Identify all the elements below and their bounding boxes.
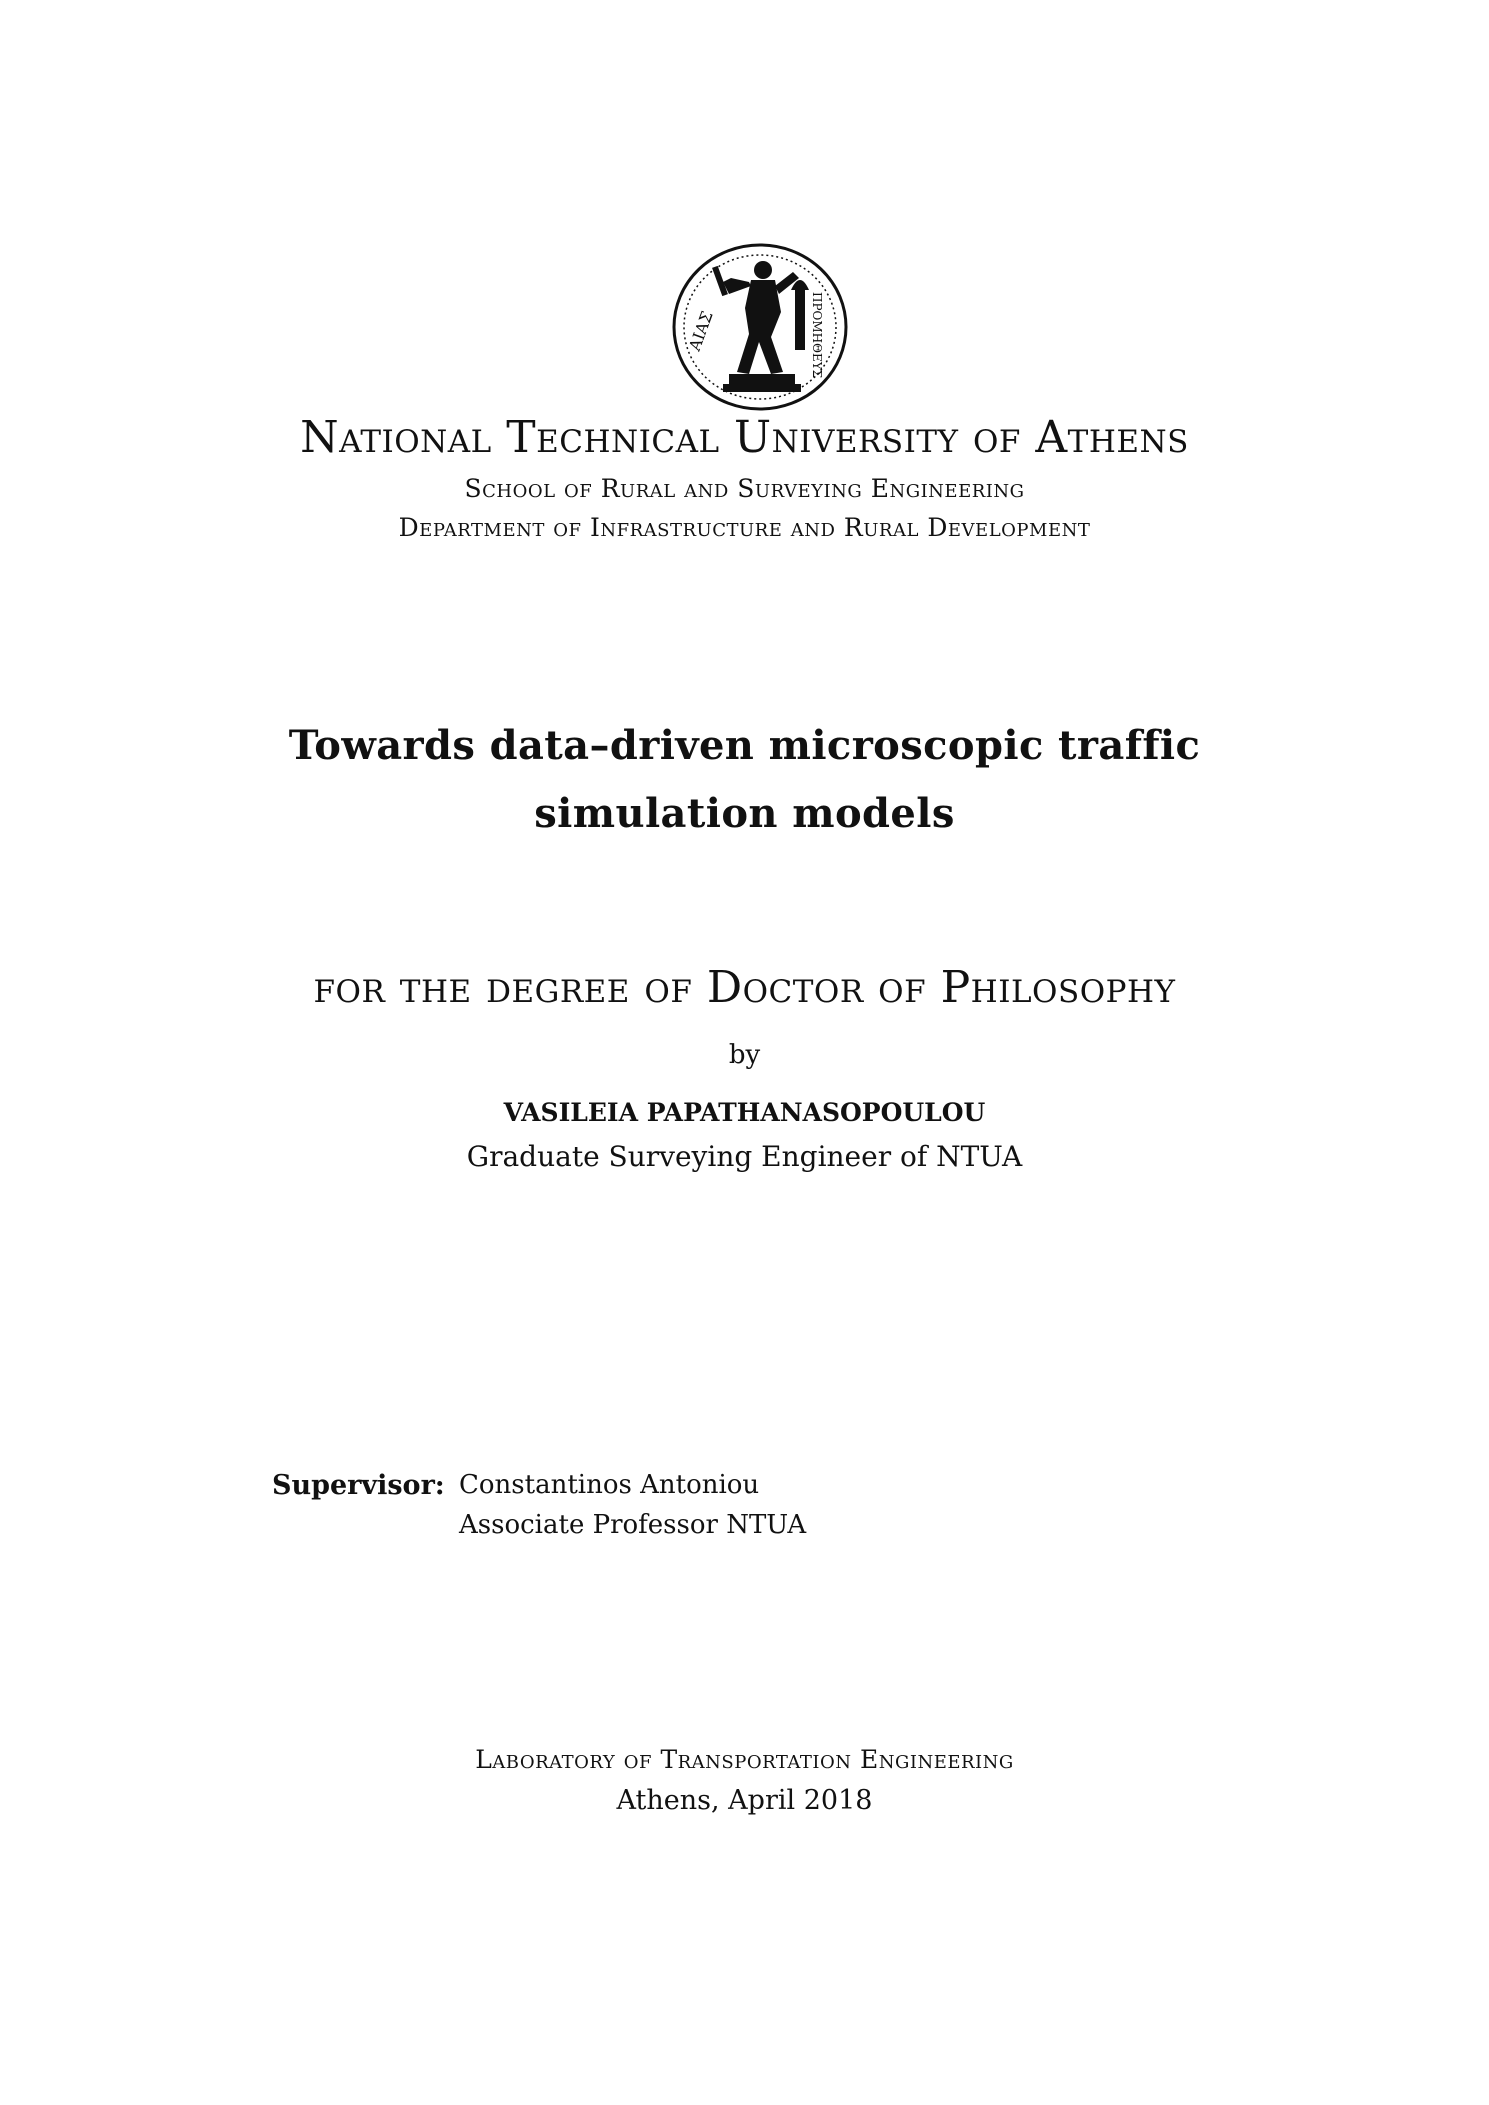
supervisor-label: Supervisor: [272, 1470, 445, 1501]
supervisor-name: Constantinos Antoniou [459, 1470, 760, 1500]
ntua-seal-icon [671, 242, 849, 412]
supervisor-title: Associate Professor NTUA [459, 1510, 807, 1540]
place-and-date: Athens, April 2018 [616, 1785, 873, 1816]
degree-statement: for the degree of Doctor of Philosophy [313, 962, 1176, 1013]
laboratory-name: Laboratory of Transportation Engineering [475, 1745, 1014, 1774]
by-label: by [728, 1040, 761, 1070]
svg-text:ΑΙΑΣ: ΑΙΑΣ [684, 308, 717, 354]
author-role: Graduate Surveying Engineer of NTUA [466, 1140, 1023, 1173]
thesis-title-line-2: simulation models [534, 790, 955, 837]
department-name: Department of Infrastructure and Rural Development [398, 513, 1091, 542]
svg-text:ΠΡΟΜΗΘΕΥΣ: ΠΡΟΜΗΘΕΥΣ [810, 292, 824, 379]
university-name: National Technical University of Athens [300, 412, 1189, 463]
school-name: School of Rural and Surveying Engineering [464, 474, 1025, 503]
author-name: VASILEIA PAPATHANASOPOULOU [503, 1098, 986, 1127]
thesis-title-line-1: Towards data–driven microscopic traffic [288, 722, 1201, 769]
